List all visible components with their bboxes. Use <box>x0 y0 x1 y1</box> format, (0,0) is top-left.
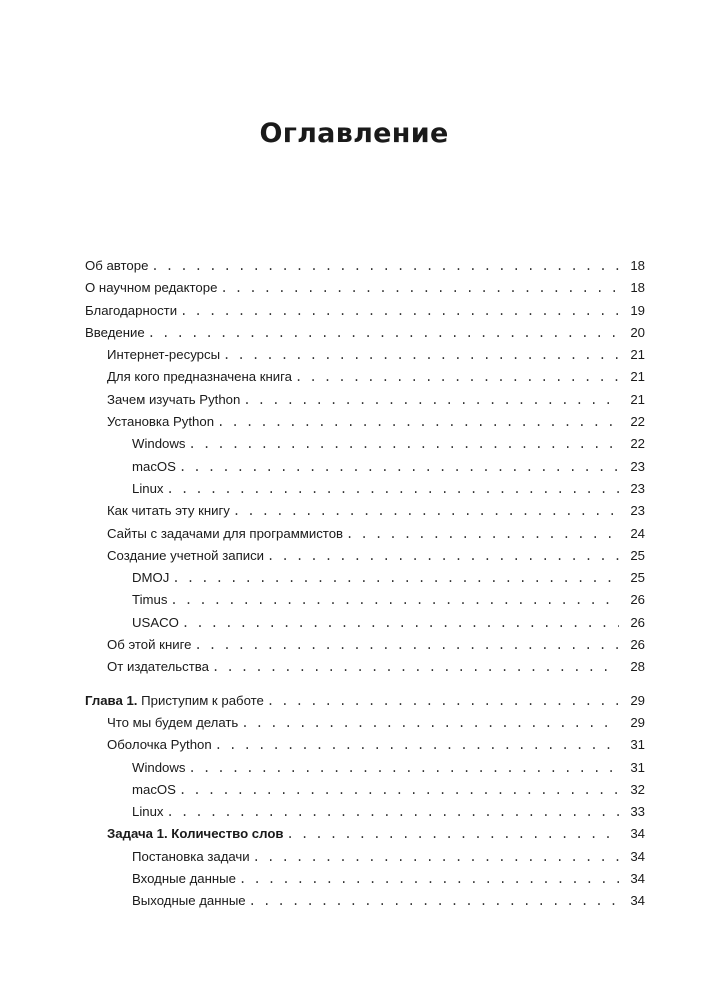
toc-entry[interactable] <box>85 389 645 411</box>
toc-page-number: 28 <box>630 659 645 675</box>
dot-leader <box>172 567 619 589</box>
toc-entry[interactable] <box>85 656 645 678</box>
toc-problem-entry[interactable] <box>85 823 645 845</box>
toc-entry-label: О научном редакторе <box>85 280 218 296</box>
dot-leader <box>189 757 620 779</box>
dot-leader <box>249 890 619 912</box>
toc-entry-label <box>85 690 264 712</box>
toc-entry[interactable] <box>85 890 645 912</box>
dot-leader <box>241 712 619 734</box>
toc-page-number: 24 <box>630 525 645 541</box>
toc-page-number: 20 <box>630 324 645 340</box>
toc-entry-label: Об этой книге <box>107 637 192 653</box>
toc-entry-label: Для кого предназначена книга <box>107 369 293 385</box>
toc-page-number: 26 <box>630 614 645 630</box>
toc-page-number: 21 <box>630 369 645 385</box>
dot-leader <box>179 779 619 801</box>
dot-leader <box>295 366 619 388</box>
toc-entry-label: Создание учетной записи <box>107 547 265 563</box>
dot-leader <box>189 433 620 455</box>
toc-entry-label: USACO <box>132 614 179 630</box>
toc-page-number: 23 <box>630 458 645 474</box>
toc-page-number: 34 <box>630 871 645 887</box>
toc-entry-label: Как читать эту книгу <box>107 503 230 519</box>
dot-leader <box>215 734 619 756</box>
toc-page-number: 23 <box>630 480 645 496</box>
toc-entry[interactable] <box>85 779 645 801</box>
toc-entry[interactable] <box>85 545 645 567</box>
toc-entry-label: Введение <box>85 324 145 340</box>
toc-chapter-entry[interactable] <box>85 690 645 712</box>
toc-entry-label: Оболочка Python <box>107 737 212 753</box>
toc-entry[interactable] <box>85 478 645 500</box>
toc-entry-label: Постановка задачи <box>132 848 250 864</box>
dot-leader <box>287 823 619 845</box>
toc-entry-label: Интернет-ресурсы <box>107 347 221 363</box>
toc-page-number: 29 <box>630 714 645 730</box>
toc-entry[interactable] <box>85 255 645 277</box>
toc-entry[interactable] <box>85 366 645 388</box>
dot-leader <box>346 523 619 545</box>
toc-entry-label: Windows <box>132 436 186 452</box>
dot-leader <box>220 277 619 299</box>
toc-entry-label: От издательства <box>107 659 210 675</box>
toc-page-number: 34 <box>630 848 645 864</box>
toc-entry[interactable] <box>85 868 645 890</box>
toc-entry[interactable] <box>85 523 645 545</box>
dot-leader <box>180 300 619 322</box>
dot-leader <box>267 545 619 567</box>
dot-leader <box>212 656 619 678</box>
toc-page-number: 21 <box>630 347 645 363</box>
toc-entry-label: Сайты с задачами для программистов <box>107 525 344 541</box>
toc-page-number: 22 <box>630 414 645 430</box>
toc-page-number: 18 <box>630 258 645 273</box>
toc-entry-label: Linux <box>132 804 164 820</box>
toc-page-number: 23 <box>630 503 645 519</box>
toc-entry-label: Об авторе <box>85 258 149 273</box>
dot-leader <box>243 389 619 411</box>
toc-entry-label: Linux <box>132 480 164 496</box>
toc-entry[interactable] <box>85 411 645 433</box>
toc-page-number: 31 <box>630 737 645 753</box>
toc-entry[interactable] <box>85 300 645 322</box>
dot-leader <box>179 456 619 478</box>
toc-page-number: 22 <box>630 436 645 452</box>
dot-leader <box>194 634 619 656</box>
toc-page-number: 29 <box>630 692 645 708</box>
dot-leader <box>267 690 619 712</box>
dot-leader <box>148 322 619 344</box>
toc-entry-label: DMOJ <box>132 570 170 586</box>
toc-entry[interactable] <box>85 801 645 823</box>
toc-entry-label: macOS <box>132 781 176 797</box>
toc-entry[interactable] <box>85 433 645 455</box>
toc-page-number: 26 <box>630 637 645 653</box>
dot-leader <box>253 846 619 868</box>
toc-entry[interactable] <box>85 612 645 634</box>
toc-entry-label: Зачем изучать Python <box>107 391 241 407</box>
toc-page-number: 34 <box>630 893 645 909</box>
toc-entry[interactable] <box>85 500 645 522</box>
toc-entry[interactable] <box>85 846 645 868</box>
dot-leader <box>223 344 619 366</box>
toc-entry-label: Благодарности <box>85 302 178 318</box>
toc-page-number: 25 <box>630 547 645 563</box>
toc-entry-label: Выходные данные <box>132 893 246 909</box>
toc-page-number: 32 <box>630 781 645 797</box>
toc-entry-label: Timus <box>132 592 168 608</box>
dot-leader <box>239 868 619 890</box>
toc-page-number: 33 <box>630 804 645 820</box>
toc-entry[interactable] <box>85 634 645 656</box>
chapter-title: Приступим к работе <box>141 692 264 708</box>
toc-entry-label: macOS <box>132 458 176 474</box>
toc-page-number: 31 <box>630 759 645 775</box>
toc-entry[interactable] <box>85 344 645 366</box>
toc-page-number: 26 <box>630 592 645 608</box>
dot-leader <box>170 589 619 611</box>
toc-page-number: 34 <box>630 826 645 842</box>
toc-entry[interactable] <box>85 322 645 344</box>
dot-leader <box>167 801 619 823</box>
page-title: Оглавление <box>259 118 449 149</box>
toc-entry[interactable] <box>85 567 645 589</box>
toc-page-number: 25 <box>630 570 645 586</box>
chapter-number: Глава 1. <box>85 692 138 708</box>
toc-entry[interactable] <box>85 712 645 734</box>
toc-entry-label: Входные данные <box>132 871 236 887</box>
dot-leader <box>151 255 619 277</box>
dot-leader <box>233 500 619 522</box>
toc-entry[interactable] <box>85 277 645 299</box>
toc-entry-label: Что мы будем делать <box>107 714 239 730</box>
toc-entry-label: Windows <box>132 759 186 775</box>
toc-page-number: 21 <box>630 391 645 407</box>
toc-entry[interactable] <box>85 757 645 779</box>
toc-entry[interactable] <box>85 456 645 478</box>
toc-entry[interactable] <box>85 589 645 611</box>
dot-leader <box>217 411 619 433</box>
toc-entry[interactable] <box>85 734 645 756</box>
toc-page-number: 18 <box>630 280 645 296</box>
table-of-contents <box>85 255 645 913</box>
dot-leader <box>167 478 619 500</box>
toc-entry-label: Задача 1. Количество слов <box>107 826 284 842</box>
toc-page-number: 19 <box>630 302 645 318</box>
toc-entry-label: Установка Python <box>107 414 215 430</box>
dot-leader <box>182 612 619 634</box>
